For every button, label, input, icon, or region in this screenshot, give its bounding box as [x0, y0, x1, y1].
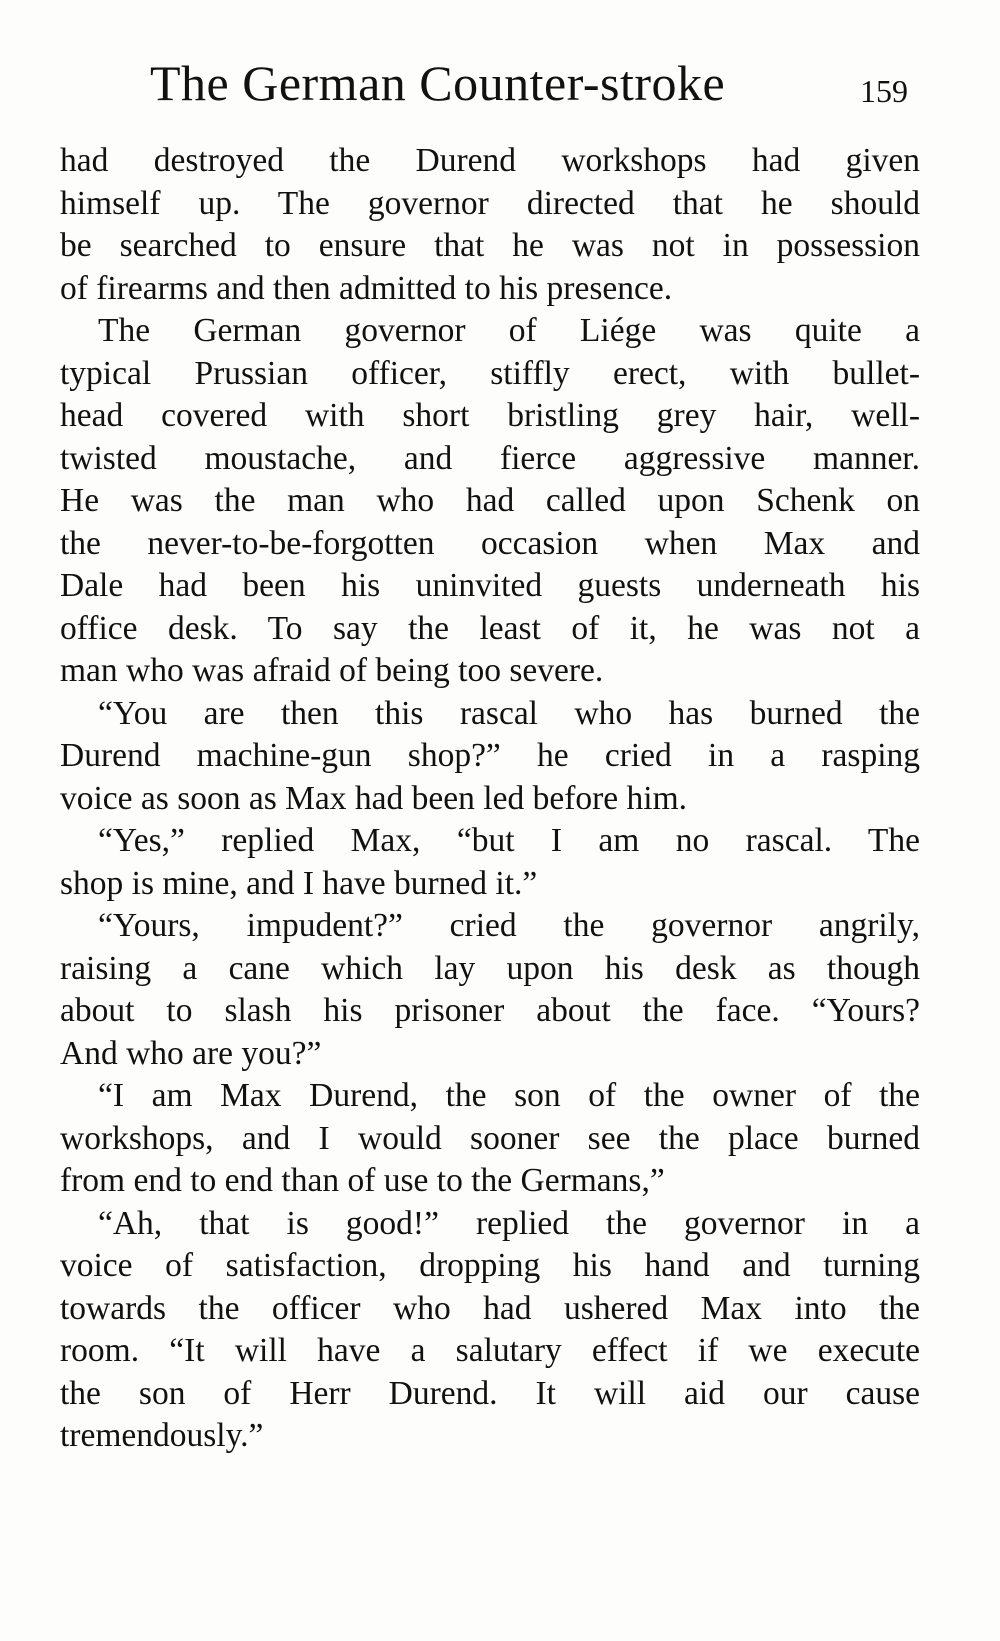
text-line: Durend machine-gun shop?” he cried in a rasping [60, 737, 920, 774]
text-line: office desk. To say the least of it, he was not a [60, 609, 920, 647]
text-line: “I am Max Durend, the son of the owner of the [98, 1077, 920, 1114]
text-line: man who was afraid of being too severe. [60, 652, 604, 689]
text-line: “Yours, impudent?” cried the governor angrily, [98, 907, 920, 944]
text-line: towards the officer who had ushered Max into the [60, 1289, 920, 1327]
text-line: be searched to ensure that he was not in possession [60, 227, 920, 264]
text-line: voice of satisfaction, dropping his hand and turning [60, 1247, 920, 1284]
text-line: twisted moustache, and fierce aggressive manner. [60, 439, 920, 477]
text-line: shop is mine, and I have burned it.” [60, 864, 538, 902]
running-title: The German Counter-stroke [150, 55, 726, 111]
text-line: typical Prussian officer, stiffly erect, with bullet- [60, 354, 920, 392]
text-line: room. “It will have a salutary effect if we execute [60, 1332, 920, 1369]
text-line: the never-to-be-forgotten occasion when Max and [60, 524, 920, 562]
text-line: himself up. The governor directed that he should [60, 184, 920, 222]
text-line: voice as soon as Max had been led before him. [60, 779, 687, 817]
running-head [150, 48, 920, 118]
text-line: And who are you?” [60, 1034, 322, 1072]
text-line: He was the man who had called upon Schenk on [60, 482, 920, 519]
text-line: about to slash his prisoner about the face. “Yours? [60, 992, 920, 1029]
text-line: “Yes,” replied Max, “but I am no rascal. The [98, 822, 920, 859]
text-line: the son of Herr Durend. It will aid our cause [60, 1374, 920, 1412]
text-line: raising a cane which lay upon his desk as though [60, 949, 920, 987]
text-line: head covered with short bristling grey hair, well- [60, 397, 920, 434]
text-line: The German governor of Liége was quite a [98, 312, 920, 349]
body-text [60, 140, 920, 1458]
text-line: “Ah, that is good!” replied the governor in a [98, 1204, 920, 1242]
text-line: tremendously.” [60, 1417, 264, 1454]
text-line: from end to end than of use to the Germans,” [60, 1162, 665, 1199]
text-line: “You are then this rascal who has burned the [98, 694, 920, 732]
text-line: Dale had been his uninvited guests underneath his [60, 567, 920, 604]
page-number: 159 [860, 73, 908, 109]
text-line: of firearms and then admitted to his presence. [60, 269, 673, 307]
text-line: had destroyed the Durend workshops had given [60, 142, 920, 179]
text-line: workshops, and I would sooner see the place burned [60, 1119, 920, 1157]
